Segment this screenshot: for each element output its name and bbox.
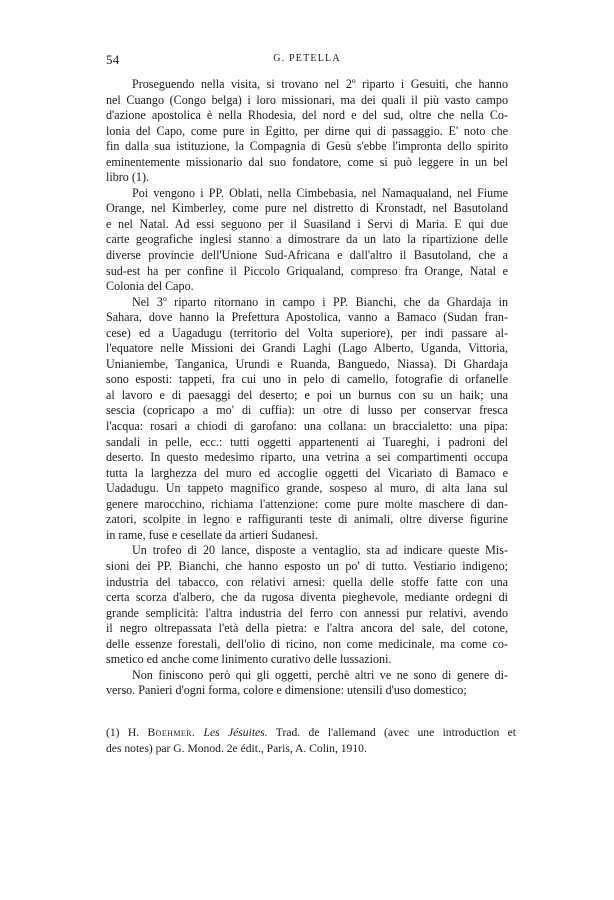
text-line: industria del tabacco, con relativi arnesi: quella delle stoffe fatte con una [106,574,508,589]
footnote-work: Les Jésuites. [203,726,268,739]
text-line: l'acqua: rosari a chiodi di garofano: una collana: un braccialetto: una pipa: [106,419,508,434]
text-line: deserto. In questo medesimo riparto, una vetrina a sei compartimenti occupa [106,450,508,465]
text-line: delle essenze forestali, dell'olio di ricino, non come medicinale, ma come co- [106,636,508,651]
text-line: d'azione apostolica è nella Rhodesia, del nord e del sud, oltre che nella Co- [106,108,508,123]
text-line: Colonia del Capo. [106,279,194,294]
text-line: tutta la larghezza del muro ed accoglie oggetti del Vicariato di Bamaco e [106,465,508,480]
text-line: Unianiembe, Tanganica, Urundi e Ruanda, Banguedo, Niassa). Di Ghardaja [106,356,508,371]
text-line: lonia del Capo, come pure in Egitto, per dirne qui di passaggio. E' noto che [106,123,508,138]
text-line: cese) ed a Uagadugu (territorio del Volta superiore), per indi passare al- [106,325,508,340]
footnote [106,725,516,756]
paragraph [106,543,508,667]
text-line: l'equatore nelle Missioni dei Grandi Laghi (Lago Alberto, Uganda, Vittoria, [106,341,508,356]
text-line: Nel 3º riparto ritornano in campo i PP. Bianchi, che da Ghardaja in [132,294,508,309]
paragraph [106,668,508,699]
text-line: libro (1). [106,170,149,185]
text-line: grande semplicità: l'altra industria del ferro con annessi pur relativi, avendo [106,605,508,620]
text-line: fin dalla sua istituzione, la Compagnia di Gesù s'ebbe l'impronta dello spirito [106,139,508,154]
running-head: G. PETELLA [273,53,341,64]
text-line: genere marocchino, richiama l'attenzione: come pure molte maschere di dan- [106,496,508,511]
text-line: Proseguendo nella visita, si trovano nel 2º riparto i Gesuiti, che hanno [132,77,508,91]
footnote-line1-rest: Trad. de l'allemand (avec une introduction et [275,726,516,739]
text-line: al lavoro e di paesaggi del deserto; e poi un burnus con su un haik; una [106,387,508,402]
page-number: 54 [106,52,120,67]
text-line: Non finiscono però qui gli oggetti, perchè altri ve ne sono di genere di- [132,667,508,682]
text-line: sono esposti: tappeti, fra cui uno in pelo di camello, fotografie di orfanelle [106,372,508,387]
footnote-line-2: des notes) par G. Monod. 2e édit., Paris, A. Colin, 1910. [106,741,367,755]
footnote-marker: (1) H. [106,726,140,739]
paragraph [106,295,508,544]
text-line: zatori, scolpite in legno e raffiguranti teste di animali, oltre diverse figurine [106,512,508,527]
text-line: verso. Panieri d'ogni forma, colore e dimensione: utensili d'uso domestico; [106,683,467,698]
text-line: sud-est ha per confine il Piccolo Griqualand, compreso fra Orange, Natal e [106,263,508,278]
footnote-line-1 [106,725,516,741]
text-line: eminentemente missionario dal suo fondatore, come si può leggere in un bel [106,154,508,169]
text-line: nel Cuango (Congo belga) i loro missionari, ma dei quali il più vasto campo [106,92,508,107]
text-line: carte geografiche inglesi stanno a dimostrare da un lato la ripartizione delle [106,232,508,247]
text-line: sioni dei PP. Bianchi, che hanno esposto un po' di tutto. Vestiario indigeno; [106,558,508,573]
text-line: Sahara, dove hanno la Prefettura Apostolica, vanno a Bamaco (Sudan fran- [106,310,508,325]
text-line: il negro oltrepassata l'età della pietra: e l'altra ancora del sale, del cotone, [106,621,508,636]
text-line: sescia (copricapo a mo' di cuffia): un otre di lusso per conservar fresca [106,403,508,418]
text-line: Un trofeo di 20 lance, disposte a ventaglio, sta ad indicare queste Mis- [132,543,508,558]
text-line: smetico ed anche come linimento curativo delle lussazioni. [106,652,392,667]
text-line: Uadadugu. Un tappeto magnifico grande, sospeso al muro, di alta lana sul [106,481,508,496]
text-line: in rame, fuse e cesellate da artieri Sudanesi. [106,527,318,542]
footnote-author: Boehmer. [147,726,196,739]
paragraph [106,77,508,186]
body-text [106,77,508,699]
text-line: Orange, nel Kimberley, come pure nel distretto di Kronstadt, nel Basutoland [106,201,508,216]
text-line: certa scorza d'albero, che da rugosa diventa pieghevole, mediante ordegni di [106,590,508,605]
text-line: sandali in pelle, ecc.: tutti oggetti appartenenti ai Tuareghi, i padroni del [106,434,508,449]
paragraph [106,186,508,295]
text-line: Poi vengono i PP. Oblati, nella Cimbebasia, nel Namaqualand, nel Fiume [132,185,508,200]
text-line: e nel Natal. Ad essi seguono per il Suasiland i Servi di Maria. E qui due [106,216,508,231]
text-line: diverse provincie dell'Unione Sud-Africana e dall'altro il Basutoland, che a [106,248,508,263]
